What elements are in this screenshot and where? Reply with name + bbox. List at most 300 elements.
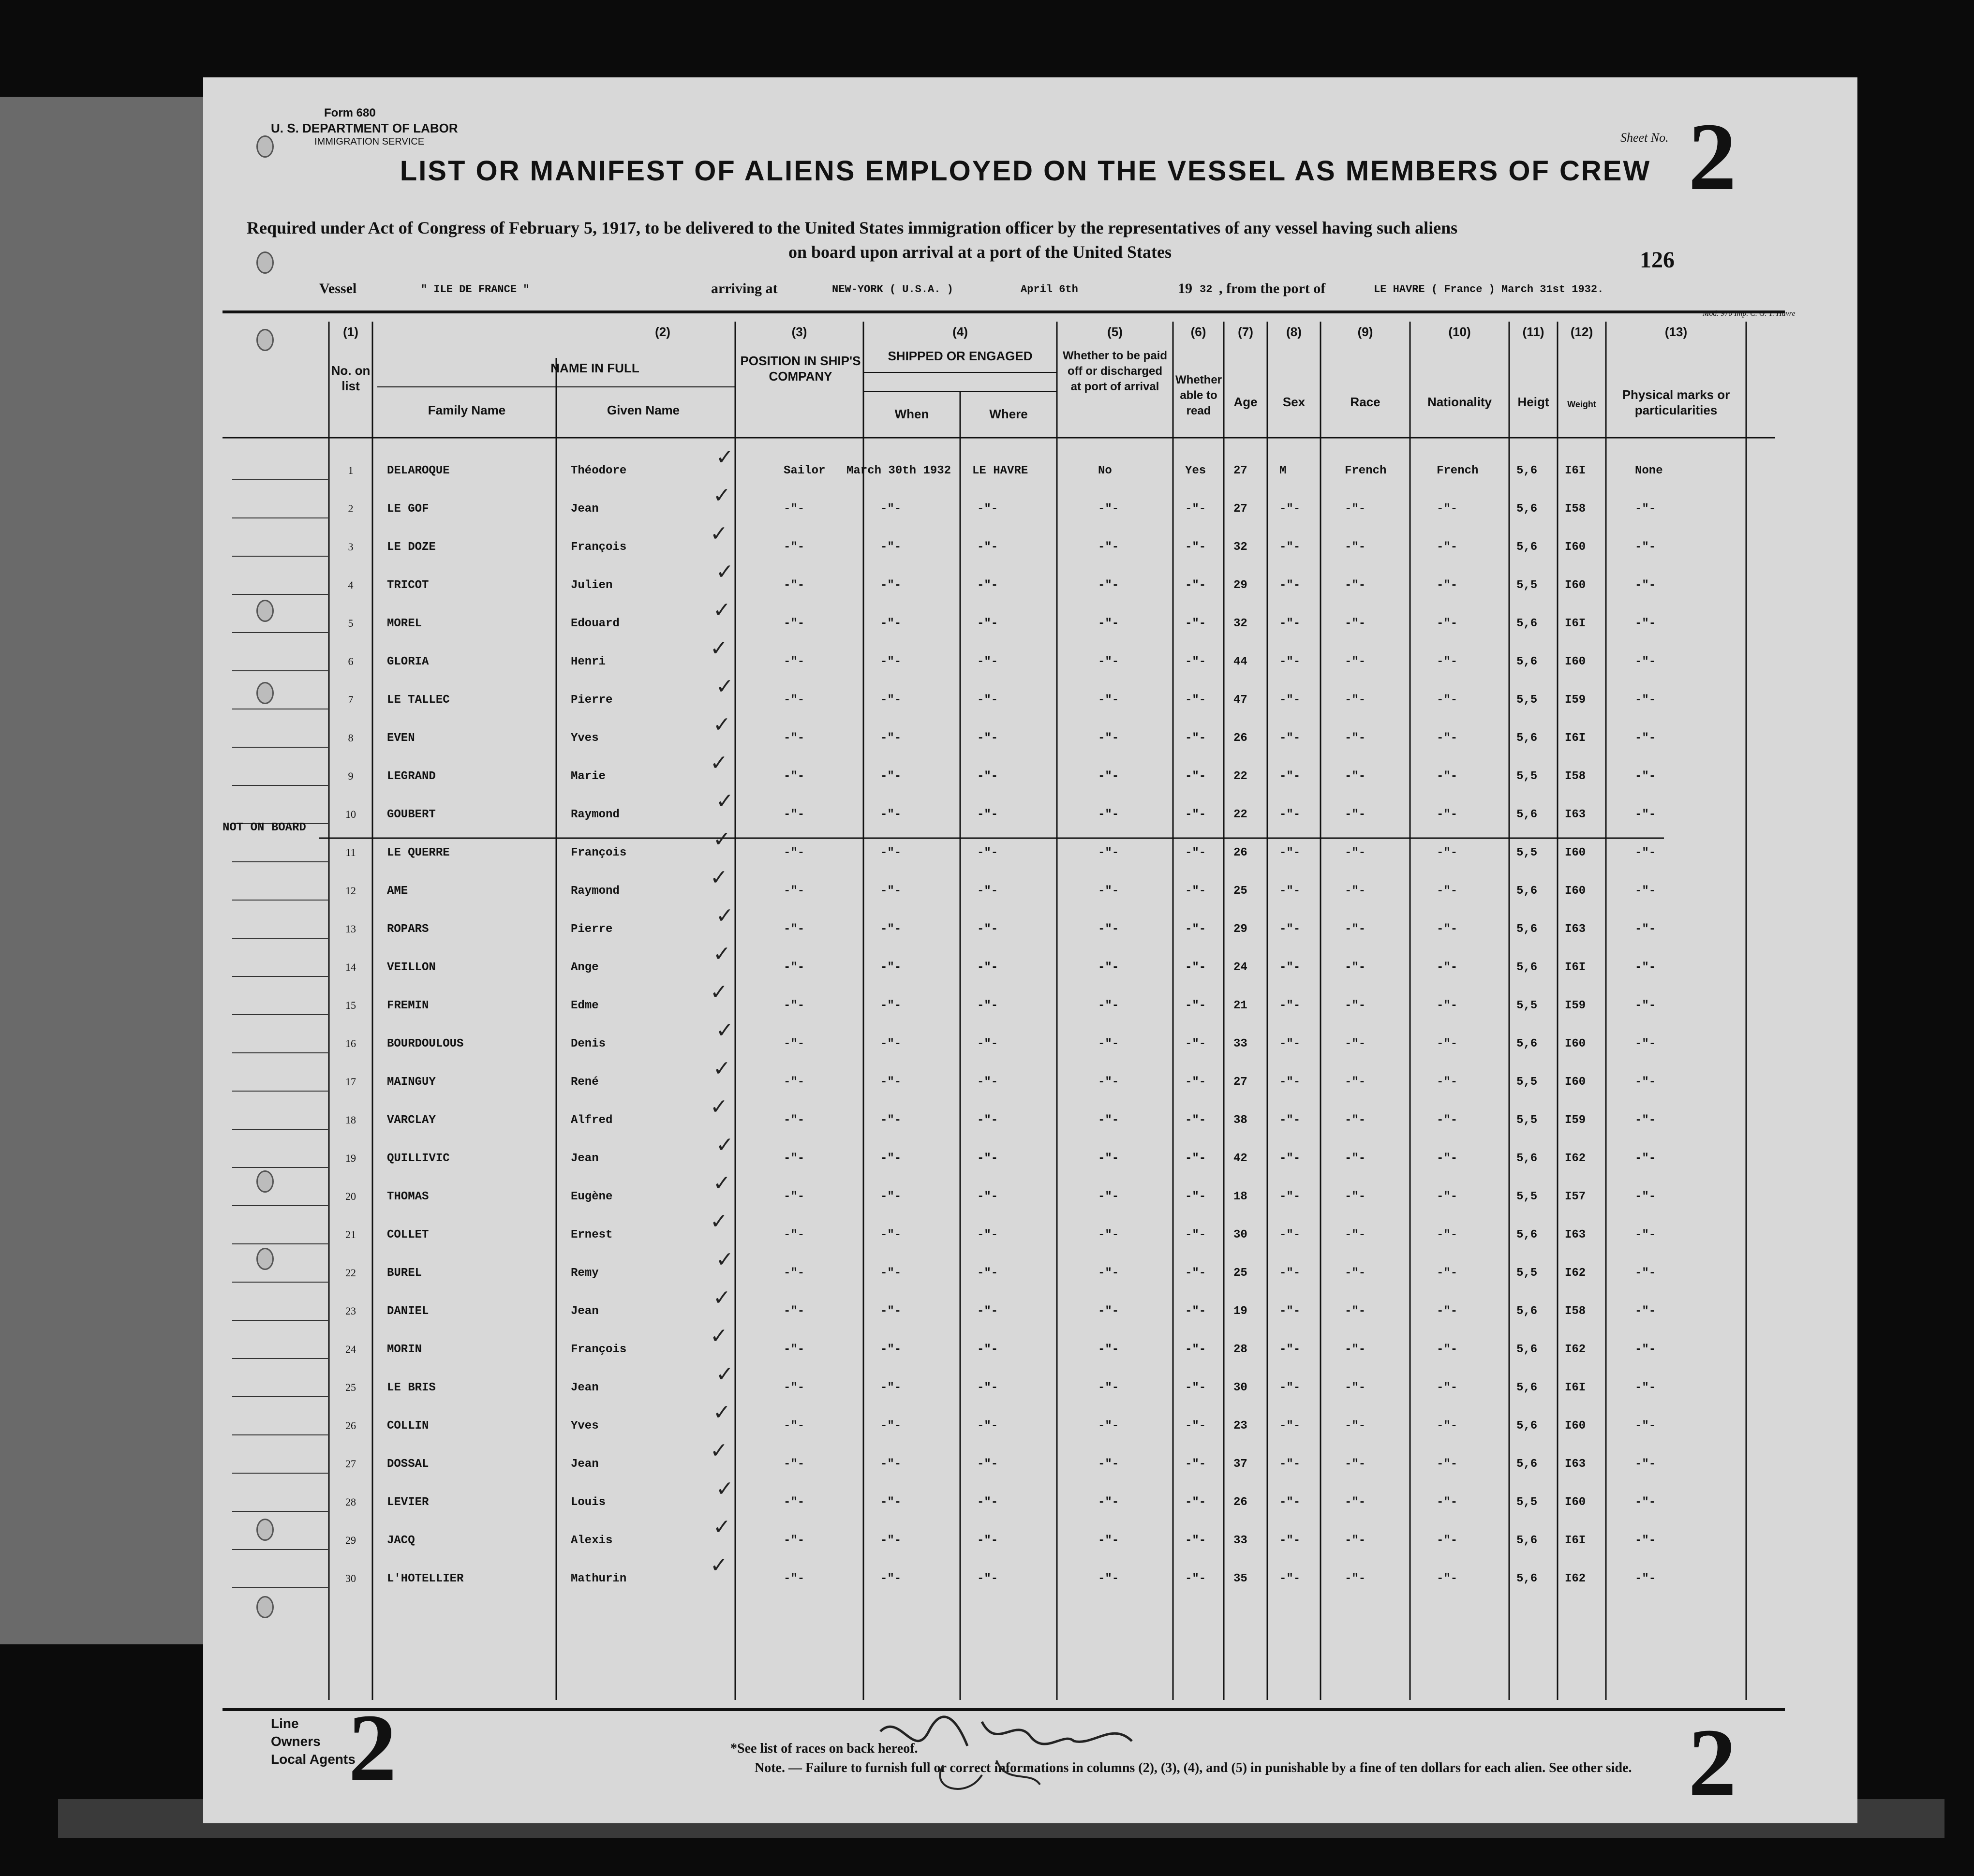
- col5-number: (5): [1107, 325, 1123, 339]
- vessel-label: Vessel: [319, 281, 357, 296]
- department-name: U. S. DEPARTMENT OF LABOR: [271, 121, 458, 135]
- physical-marks: -"-: [1635, 1572, 1656, 1585]
- age: 33: [1233, 1534, 1247, 1547]
- nationality: -"-: [1437, 1152, 1458, 1165]
- age: 37: [1233, 1458, 1247, 1471]
- binder-hole: [256, 600, 274, 622]
- shipped-when: -"-: [880, 1458, 902, 1471]
- family-name: DELAROQUE: [387, 464, 450, 477]
- shipped-where: -"-: [977, 1152, 998, 1165]
- nationality: -"-: [1437, 617, 1458, 630]
- requirement-line-2: on board upon arrival at a port of the United States: [788, 242, 1172, 262]
- position: -"-: [784, 1190, 805, 1203]
- physical-marks: -"-: [1635, 1419, 1656, 1433]
- given-name: François: [571, 541, 627, 554]
- given-name: Théodore: [571, 464, 627, 477]
- weight: I6I: [1565, 617, 1586, 630]
- position: -"-: [784, 1381, 805, 1394]
- form-number: Form 680: [324, 106, 376, 119]
- weight: I58: [1565, 502, 1586, 516]
- nationality: -"-: [1437, 1458, 1458, 1471]
- weight: I58: [1565, 1305, 1586, 1318]
- weight: I63: [1565, 923, 1586, 936]
- col4b-header: Where: [989, 407, 1028, 421]
- family-name: GOUBERT: [387, 808, 436, 821]
- sex: -"-: [1279, 1152, 1301, 1165]
- family-name: COLLET: [387, 1228, 429, 1241]
- shipped-when: -"-: [880, 846, 902, 859]
- sex: -"-: [1279, 1037, 1301, 1050]
- check-mark: ✓: [710, 751, 728, 775]
- age: 27: [1233, 502, 1247, 516]
- nationality: -"-: [1437, 732, 1458, 745]
- binder-hole: [256, 329, 274, 351]
- row-number: 20: [345, 1190, 356, 1202]
- age: 21: [1233, 999, 1247, 1012]
- given-name: Edme: [571, 999, 599, 1012]
- col6-number: (6): [1190, 325, 1206, 339]
- age: 25: [1233, 1267, 1247, 1280]
- weight: I62: [1565, 1267, 1586, 1280]
- binder-hole: [256, 1248, 274, 1270]
- able-to-read: -"-: [1185, 1381, 1206, 1394]
- able-to-read: -"-: [1185, 808, 1206, 821]
- weight: I63: [1565, 1458, 1586, 1471]
- family-name: VEILLON: [387, 961, 436, 974]
- position: -"-: [784, 846, 805, 859]
- nationality: -"-: [1437, 1572, 1458, 1585]
- position: -"-: [784, 617, 805, 630]
- given-name: Pierre: [571, 694, 613, 707]
- footer-number-left: 2: [348, 1695, 397, 1802]
- race: -"-: [1345, 617, 1366, 630]
- able-to-read: -"-: [1185, 1037, 1206, 1050]
- family-name: LE QUERRE: [387, 846, 450, 859]
- able-to-read: -"-: [1185, 1228, 1206, 1241]
- check-mark: ✓: [713, 827, 731, 851]
- shipped-when: -"-: [880, 1343, 902, 1356]
- height: 5,6: [1516, 655, 1538, 668]
- given-name: Yves: [571, 1419, 599, 1433]
- physical-marks: -"-: [1635, 1267, 1656, 1280]
- height: 5,6: [1516, 1228, 1538, 1241]
- check-mark: ✓: [716, 1019, 734, 1042]
- nationality: -"-: [1437, 770, 1458, 783]
- paid-off: -"-: [1098, 1152, 1119, 1165]
- paid-off: -"-: [1098, 541, 1119, 554]
- weight: I59: [1565, 999, 1586, 1012]
- family-name: VARCLAY: [387, 1114, 436, 1127]
- sex: -"-: [1279, 961, 1301, 974]
- paid-off: -"-: [1098, 732, 1119, 745]
- age: 42: [1233, 1152, 1247, 1165]
- nationality: -"-: [1437, 999, 1458, 1012]
- position: -"-: [784, 999, 805, 1012]
- height: 5,6: [1516, 1152, 1538, 1165]
- race: -"-: [1345, 1076, 1366, 1089]
- age: 29: [1233, 923, 1247, 936]
- footer-owners-label: Owners: [271, 1734, 321, 1749]
- given-name: Alexis: [571, 1534, 613, 1547]
- age: 27: [1233, 464, 1247, 477]
- shipped-when: -"-: [880, 541, 902, 554]
- height: 5,6: [1516, 885, 1538, 898]
- height: 5,6: [1516, 502, 1538, 516]
- physical-marks: -"-: [1635, 694, 1656, 707]
- check-mark: ✓: [713, 598, 731, 622]
- footer-line-label: Line: [271, 1716, 299, 1731]
- age: 25: [1233, 885, 1247, 898]
- race: -"-: [1345, 1037, 1366, 1050]
- shipped-when: -"-: [880, 1381, 902, 1394]
- family-name: LEGRAND: [387, 770, 436, 783]
- shipped-where: -"-: [977, 1343, 998, 1356]
- physical-marks: -"-: [1635, 502, 1656, 516]
- shipped-when: -"-: [880, 770, 902, 783]
- manifest-page: [203, 77, 1857, 1823]
- able-to-read: -"-: [1185, 770, 1206, 783]
- race: -"-: [1345, 1152, 1366, 1165]
- check-mark: ✓: [713, 1401, 731, 1424]
- check-mark: ✓: [710, 1210, 728, 1233]
- height: 5,5: [1516, 770, 1538, 783]
- check-mark: ✓: [713, 1515, 731, 1539]
- shipped-where: -"-: [977, 1419, 998, 1433]
- race: -"-: [1345, 999, 1366, 1012]
- stamp-number: 126: [1640, 247, 1675, 273]
- col2-number: (2): [655, 325, 670, 339]
- row-number: 12: [345, 885, 356, 897]
- shipped-where: -"-: [977, 1534, 998, 1547]
- shipped-where: -"-: [977, 923, 998, 936]
- col13-header: Physical marks or particularities: [1622, 387, 1730, 417]
- paid-off: -"-: [1098, 1267, 1119, 1280]
- family-name: DOSSAL: [387, 1458, 429, 1471]
- nationality: -"-: [1437, 1228, 1458, 1241]
- weight: I6I: [1565, 732, 1586, 745]
- col9-number: (9): [1357, 325, 1373, 339]
- shipped-when: -"-: [880, 579, 902, 592]
- given-name: François: [571, 846, 627, 859]
- age: 26: [1233, 846, 1247, 859]
- race: -"-: [1345, 1381, 1366, 1394]
- shipped-where: -"-: [977, 961, 998, 974]
- sex: -"-: [1279, 694, 1301, 707]
- age: 19: [1233, 1305, 1247, 1318]
- row-number: 23: [345, 1305, 356, 1317]
- sex: -"-: [1279, 1267, 1301, 1280]
- race: -"-: [1345, 770, 1366, 783]
- weight: I59: [1565, 1114, 1586, 1127]
- position: -"-: [784, 1152, 805, 1165]
- arriving-label: arriving at: [711, 281, 778, 296]
- service-name: IMMIGRATION SERVICE: [314, 136, 425, 147]
- able-to-read: -"-: [1185, 1572, 1206, 1585]
- nationality: -"-: [1437, 655, 1458, 668]
- row-number: 16: [345, 1037, 356, 1049]
- family-name: LE GOF: [387, 502, 429, 516]
- row-number: 19: [345, 1152, 356, 1164]
- paid-off: -"-: [1098, 1343, 1119, 1356]
- able-to-read: -"-: [1185, 1076, 1206, 1089]
- nationality: -"-: [1437, 1305, 1458, 1318]
- shipped-when: -"-: [880, 694, 902, 707]
- col13-number: (13): [1664, 325, 1688, 339]
- race: -"-: [1345, 694, 1366, 707]
- year-prefix: 19: [1178, 281, 1192, 296]
- paid-off: -"-: [1098, 808, 1119, 821]
- height: 5,6: [1516, 1419, 1538, 1433]
- from-port-label: , from the port of: [1219, 281, 1326, 296]
- shipped-where: -"-: [977, 541, 998, 554]
- nationality: -"-: [1437, 885, 1458, 898]
- col11-number: (11): [1522, 325, 1544, 339]
- sex: -"-: [1279, 502, 1301, 516]
- row-number: 18: [345, 1114, 356, 1126]
- family-name: DANIEL: [387, 1305, 429, 1318]
- height: 5,6: [1516, 1572, 1538, 1585]
- family-name: L'HOTELLIER: [387, 1572, 464, 1585]
- nationality: -"-: [1437, 846, 1458, 859]
- race: French: [1345, 464, 1387, 477]
- given-name: Julien: [571, 579, 613, 592]
- shipped-where: -"-: [977, 846, 998, 859]
- shipped-when: -"-: [880, 1114, 902, 1127]
- nationality: French: [1437, 464, 1479, 477]
- given-name: François: [571, 1343, 627, 1356]
- position: -"-: [784, 1419, 805, 1433]
- paid-off: -"-: [1098, 885, 1119, 898]
- able-to-read: -"-: [1185, 1152, 1206, 1165]
- shipped-when: -"-: [880, 1534, 902, 1547]
- check-mark: ✓: [716, 904, 734, 928]
- given-name: Marie: [571, 770, 606, 783]
- height: 5,6: [1516, 732, 1538, 745]
- shipped-where: -"-: [977, 1305, 998, 1318]
- position: -"-: [784, 1037, 805, 1050]
- paid-off: -"-: [1098, 1534, 1119, 1547]
- weight: I60: [1565, 1037, 1586, 1050]
- weight: I60: [1565, 655, 1586, 668]
- position: -"-: [784, 808, 805, 821]
- nationality: -"-: [1437, 1419, 1458, 1433]
- print-mod-note: Mod. 970 Imp. C. G. T. Havre: [1703, 310, 1796, 318]
- physical-marks: -"-: [1635, 617, 1656, 630]
- check-mark: ✓: [716, 1248, 734, 1271]
- sex: -"-: [1279, 1458, 1301, 1471]
- family-name: COLLIN: [387, 1419, 429, 1433]
- able-to-read: -"-: [1185, 617, 1206, 630]
- race: -"-: [1345, 808, 1366, 821]
- row-number: 8: [348, 732, 354, 744]
- col4a-header: When: [894, 407, 929, 421]
- able-to-read: -"-: [1185, 1496, 1206, 1509]
- col7-header: Age: [1233, 395, 1258, 409]
- physical-marks: -"-: [1635, 1305, 1656, 1318]
- height: 5,6: [1516, 1458, 1538, 1471]
- shipped-when: -"-: [880, 1419, 902, 1433]
- binder-hole: [256, 1519, 274, 1541]
- check-mark: ✓: [713, 1286, 731, 1310]
- physical-marks: -"-: [1635, 846, 1656, 859]
- row-number: 13: [345, 923, 356, 935]
- position: -"-: [784, 655, 805, 668]
- row-number: 10: [345, 808, 356, 820]
- shipped-where: -"-: [977, 579, 998, 592]
- shipped-where: -"-: [977, 1496, 998, 1509]
- row-number: 22: [345, 1267, 356, 1279]
- nationality: -"-: [1437, 1496, 1458, 1509]
- row-number: 27: [345, 1458, 356, 1470]
- race: -"-: [1345, 655, 1366, 668]
- binder-hole: [256, 682, 274, 704]
- family-name: AME: [387, 885, 408, 898]
- shipped-where: -"-: [977, 1037, 998, 1050]
- sex: -"-: [1279, 999, 1301, 1012]
- col2a-header: Family Name: [428, 403, 506, 417]
- able-to-read: -"-: [1185, 923, 1206, 936]
- race: -"-: [1345, 961, 1366, 974]
- physical-marks: -"-: [1635, 541, 1656, 554]
- sex: -"-: [1279, 885, 1301, 898]
- age: 30: [1233, 1228, 1247, 1241]
- col12-header: Weight: [1567, 399, 1596, 409]
- footer-agents-label: Local Agents: [271, 1752, 356, 1767]
- check-mark: ✓: [716, 1133, 734, 1157]
- sex: -"-: [1279, 1419, 1301, 1433]
- paid-off: -"-: [1098, 1076, 1119, 1089]
- row-number: 6: [348, 655, 354, 667]
- binder-hole: [256, 135, 274, 158]
- position: -"-: [784, 579, 805, 592]
- nationality: -"-: [1437, 808, 1458, 821]
- col6-header: Whether able to read: [1175, 373, 1222, 417]
- race: -"-: [1345, 846, 1366, 859]
- weight: I60: [1565, 541, 1586, 554]
- paid-off: -"-: [1098, 1381, 1119, 1394]
- given-name: Jean: [571, 1381, 599, 1394]
- able-to-read: -"-: [1185, 694, 1206, 707]
- physical-marks: -"-: [1635, 1534, 1656, 1547]
- age: 28: [1233, 1343, 1247, 1356]
- given-name: René: [571, 1076, 599, 1089]
- position: Sailor: [784, 464, 826, 477]
- paid-off: -"-: [1098, 1496, 1119, 1509]
- family-name: MORIN: [387, 1343, 422, 1356]
- row-number: 30: [345, 1572, 356, 1584]
- row-number: 4: [348, 579, 354, 591]
- physical-marks: -"-: [1635, 808, 1656, 821]
- weight: I62: [1565, 1152, 1586, 1165]
- col4-number: (4): [952, 325, 968, 339]
- height: 5,5: [1516, 1076, 1538, 1089]
- shipped-where: -"-: [977, 1381, 998, 1394]
- family-name: MOREL: [387, 617, 422, 630]
- weight: I6I: [1565, 961, 1586, 974]
- given-name: Alfred: [571, 1114, 613, 1127]
- shipped-when: March 30th 1932: [846, 464, 951, 477]
- height: 5,6: [1516, 808, 1538, 821]
- race: -"-: [1345, 1343, 1366, 1356]
- shipped-when: -"-: [880, 1228, 902, 1241]
- check-mark: ✓: [713, 1057, 731, 1080]
- given-name: Henri: [571, 655, 606, 668]
- family-name: LE BRIS: [387, 1381, 436, 1394]
- paid-off: -"-: [1098, 846, 1119, 859]
- col10-number: (10): [1448, 325, 1471, 339]
- position: -"-: [784, 1114, 805, 1127]
- physical-marks: -"-: [1635, 923, 1656, 936]
- race: -"-: [1345, 1267, 1366, 1280]
- check-mark: ✓: [710, 1095, 728, 1119]
- able-to-read: Yes: [1185, 464, 1206, 477]
- col1-header: No. on list: [331, 363, 371, 393]
- race: -"-: [1345, 502, 1366, 516]
- shipped-when: -"-: [880, 617, 902, 630]
- family-name: FREMIN: [387, 999, 429, 1012]
- paid-off: -"-: [1098, 923, 1119, 936]
- arriving-port: NEW-YORK ( U.S.A. ): [832, 283, 953, 295]
- position: -"-: [784, 770, 805, 783]
- height: 5,6: [1516, 961, 1538, 974]
- able-to-read: -"-: [1185, 541, 1206, 554]
- race: -"-: [1345, 1228, 1366, 1241]
- position: -"-: [784, 502, 805, 516]
- height: 5,6: [1516, 617, 1538, 630]
- paid-off: -"-: [1098, 1572, 1119, 1585]
- nationality: -"-: [1437, 1190, 1458, 1203]
- able-to-read: -"-: [1185, 1190, 1206, 1203]
- shipped-where: LE HAVRE: [972, 464, 1028, 477]
- shipped-where: -"-: [977, 655, 998, 668]
- position: -"-: [784, 1496, 805, 1509]
- age: 23: [1233, 1419, 1247, 1433]
- position: -"-: [784, 1458, 805, 1471]
- col3-header: POSITION IN SHIP'S COMPANY: [740, 354, 861, 384]
- height: 5,6: [1516, 1305, 1538, 1318]
- physical-marks: None: [1635, 464, 1663, 477]
- col4-header: SHIPPED OR ENGAGED: [888, 349, 1033, 363]
- not-on-board-note: NOT ON BOARD: [223, 821, 306, 834]
- race: -"-: [1345, 1305, 1366, 1318]
- weight: I6I: [1565, 1534, 1586, 1547]
- race: -"-: [1345, 1419, 1366, 1433]
- age: 29: [1233, 579, 1247, 592]
- position: -"-: [784, 1343, 805, 1356]
- check-mark: ✓: [716, 789, 734, 813]
- given-name: Raymond: [571, 885, 620, 898]
- sex: -"-: [1279, 1496, 1301, 1509]
- binder-hole: [256, 1596, 274, 1618]
- race: -"-: [1345, 732, 1366, 745]
- col8-number: (8): [1286, 325, 1302, 339]
- able-to-read: -"-: [1185, 1305, 1206, 1318]
- family-name: THOMAS: [387, 1190, 429, 1203]
- physical-marks: -"-: [1635, 1037, 1656, 1050]
- family-name: BOURDOULOUS: [387, 1037, 464, 1050]
- age: 38: [1233, 1114, 1247, 1127]
- nationality: -"-: [1437, 961, 1458, 974]
- weight: I62: [1565, 1343, 1586, 1356]
- physical-marks: -"-: [1635, 1496, 1656, 1509]
- row-number: 29: [345, 1534, 356, 1546]
- shipped-where: -"-: [977, 1458, 998, 1471]
- nationality: -"-: [1437, 694, 1458, 707]
- shipped-when: -"-: [880, 1152, 902, 1165]
- able-to-read: -"-: [1185, 1267, 1206, 1280]
- from-port: LE HAVRE ( France ) March 31st 1932.: [1374, 283, 1604, 295]
- able-to-read: -"-: [1185, 999, 1206, 1012]
